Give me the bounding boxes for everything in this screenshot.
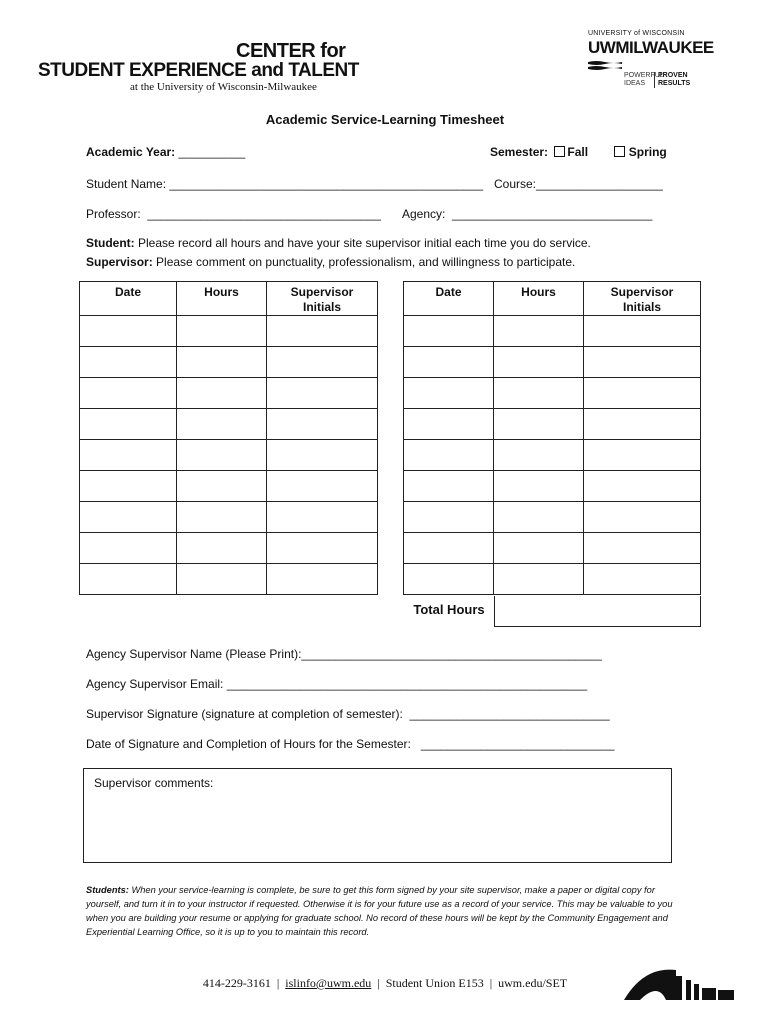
course-field[interactable]: Course:___________________ xyxy=(494,177,663,191)
uwm-logo-wordmark: UWMILWAUKEE xyxy=(588,38,714,57)
table-row xyxy=(80,471,378,502)
initials-cell[interactable] xyxy=(267,502,378,533)
uwm-logo-top: UNIVERSITY of WISCONSIN xyxy=(588,30,685,37)
date-cell[interactable] xyxy=(80,564,177,595)
hours-cell[interactable] xyxy=(494,533,584,564)
spring-checkbox[interactable] xyxy=(614,146,625,157)
date-cell[interactable] xyxy=(404,316,494,347)
professor-field[interactable]: Professor: ___________________________________ xyxy=(86,207,381,221)
date-cell[interactable] xyxy=(404,409,494,440)
hours-cell[interactable] xyxy=(494,440,584,471)
initials-cell[interactable] xyxy=(267,440,378,471)
initials-cell[interactable] xyxy=(584,316,701,347)
footer-web: uwm.edu/SET xyxy=(498,976,568,990)
initials-cell[interactable] xyxy=(267,533,378,564)
table-row xyxy=(404,347,701,378)
col-date: Date xyxy=(404,282,494,316)
date-cell[interactable] xyxy=(80,316,177,347)
hours-cell[interactable] xyxy=(177,471,267,502)
supervisor-email-field[interactable]: Agency Supervisor Email: ______________________________________________________ xyxy=(86,677,588,691)
supervisor-name-field[interactable]: Agency Supervisor Name (Please Print):_____________________________________________ xyxy=(86,647,602,661)
student-instruction: Student: Please record all hours and have your site supervisor initial each time you do service. xyxy=(86,236,591,250)
center-logo-line2: STUDENT EXPERIENCE and TALENT xyxy=(38,60,359,81)
initials-cell[interactable] xyxy=(584,502,701,533)
initials-cell[interactable] xyxy=(267,564,378,595)
table-row xyxy=(404,316,701,347)
hours-cell[interactable] xyxy=(177,347,267,378)
hours-cell[interactable] xyxy=(494,378,584,409)
center-logo-line3: at the University of Wisconsin-Milwaukee xyxy=(130,81,317,93)
table-row xyxy=(404,409,701,440)
supervisor-comments-box[interactable] xyxy=(83,768,672,863)
col-hours: Hours xyxy=(177,282,267,316)
student-name-field[interactable]: Student Name: _______________________________________________ xyxy=(86,177,484,191)
date-cell[interactable] xyxy=(404,502,494,533)
initials-cell[interactable] xyxy=(267,378,378,409)
initials-cell[interactable] xyxy=(584,533,701,564)
hours-cell[interactable] xyxy=(177,502,267,533)
hours-cell[interactable] xyxy=(494,316,584,347)
academic-year-field[interactable]: Academic Year: __________ xyxy=(86,145,246,159)
fall-checkbox[interactable] xyxy=(554,146,565,157)
table-row xyxy=(80,378,378,409)
table-row xyxy=(80,502,378,533)
total-hours-field[interactable] xyxy=(494,596,701,627)
supervisor-instruction: Supervisor: Please comment on punctuality, professionalism, and willingness to participate. xyxy=(86,255,576,269)
center-logo xyxy=(38,40,359,96)
uwm-tagline-right: PROVEN RESULTS xyxy=(654,72,690,88)
agency-field[interactable]: Agency: ______________________________ xyxy=(402,207,653,221)
col-hours: Hours xyxy=(494,282,584,316)
table-row xyxy=(404,471,701,502)
initials-cell[interactable] xyxy=(584,564,701,595)
fall-label: Fall xyxy=(567,145,589,159)
table-row xyxy=(80,564,378,595)
footer-location: Student Union E153 xyxy=(385,976,484,990)
supervisor-signature-field[interactable]: Supervisor Signature (signature at completion of semester): ______________________________ xyxy=(86,707,610,721)
hours-cell[interactable] xyxy=(177,409,267,440)
table-row xyxy=(404,564,701,595)
date-cell[interactable] xyxy=(80,378,177,409)
date-cell[interactable] xyxy=(80,471,177,502)
initials-cell[interactable] xyxy=(584,409,701,440)
table-row xyxy=(80,409,378,440)
timesheet-table-right xyxy=(403,281,701,595)
hours-cell[interactable] xyxy=(494,564,584,595)
table-row xyxy=(80,533,378,564)
hours-cell[interactable] xyxy=(177,440,267,471)
initials-cell[interactable] xyxy=(584,440,701,471)
hours-cell[interactable] xyxy=(494,347,584,378)
table-row xyxy=(80,347,378,378)
students-note: Students: When your service-learning is complete, be sure to get this form signed by your site supervisor, make a paper or digital copy for yourself, and turn it in to your instructor if requested. Otherwise it is for your future use as a record of your service. This may be valuable to you when you are building your resume or applying for graduate school. No record of these hours will be kept by the Community Engagement and Experiential Learning Office, so it is up to you to maintain this record. xyxy=(86,885,673,937)
uwm-logo xyxy=(588,30,718,92)
col-initials: Supervisor Initials xyxy=(267,282,378,316)
date-cell[interactable] xyxy=(404,347,494,378)
initials-cell[interactable] xyxy=(267,347,378,378)
date-cell[interactable] xyxy=(404,564,494,595)
bridge-logo-icon xyxy=(624,966,736,1000)
table-row xyxy=(404,378,701,409)
footer-contact: 414-229-3161 | islinfo@uwm.edu | Student Union E153 | uwm.edu/SET xyxy=(202,976,568,990)
date-cell[interactable] xyxy=(80,347,177,378)
initials-cell[interactable] xyxy=(267,409,378,440)
initials-cell[interactable] xyxy=(584,347,701,378)
hours-cell[interactable] xyxy=(177,564,267,595)
initials-cell[interactable] xyxy=(267,316,378,347)
table-row xyxy=(80,316,378,347)
date-cell[interactable] xyxy=(80,409,177,440)
date-cell[interactable] xyxy=(404,378,494,409)
table-row xyxy=(404,502,701,533)
initials-cell[interactable] xyxy=(584,471,701,502)
initials-cell[interactable] xyxy=(584,378,701,409)
uwm-tagline-left: POWERFUL IDEAS xyxy=(624,72,664,87)
signature-date-field[interactable]: Date of Signature and Completion of Hours for the Semester: _____________________________ xyxy=(86,737,615,751)
timesheet-table-left xyxy=(79,281,378,595)
hours-cell[interactable] xyxy=(177,316,267,347)
hours-cell[interactable] xyxy=(494,409,584,440)
date-cell[interactable] xyxy=(404,533,494,564)
date-cell[interactable] xyxy=(404,471,494,502)
date-cell[interactable] xyxy=(80,440,177,471)
table-row xyxy=(404,440,701,471)
page-title: Academic Service-Learning Timesheet xyxy=(265,112,505,127)
supervisor-comments-label: Supervisor comments: xyxy=(94,776,214,790)
footer-email-link[interactable]: islinfo@uwm.edu xyxy=(285,976,372,990)
date-cell[interactable] xyxy=(80,533,177,564)
table-row xyxy=(404,533,701,564)
hours-cell[interactable] xyxy=(177,378,267,409)
semester-field: Semester: Fall Spring xyxy=(490,145,667,159)
total-hours-label: Total Hours xyxy=(413,602,485,617)
hours-cell[interactable] xyxy=(494,502,584,533)
hours-cell[interactable] xyxy=(177,533,267,564)
col-date: Date xyxy=(80,282,177,316)
date-cell[interactable] xyxy=(80,502,177,533)
uwm-logo-bars-icon xyxy=(588,60,622,72)
date-cell[interactable] xyxy=(404,440,494,471)
table-row xyxy=(80,440,378,471)
center-logo-line1: CENTER for xyxy=(236,40,346,62)
hours-cell[interactable] xyxy=(494,471,584,502)
initials-cell[interactable] xyxy=(267,471,378,502)
spring-label: Spring xyxy=(628,145,667,159)
col-initials: Supervisor Initials xyxy=(584,282,701,316)
footer-phone: 414-229-3161 xyxy=(202,976,271,990)
